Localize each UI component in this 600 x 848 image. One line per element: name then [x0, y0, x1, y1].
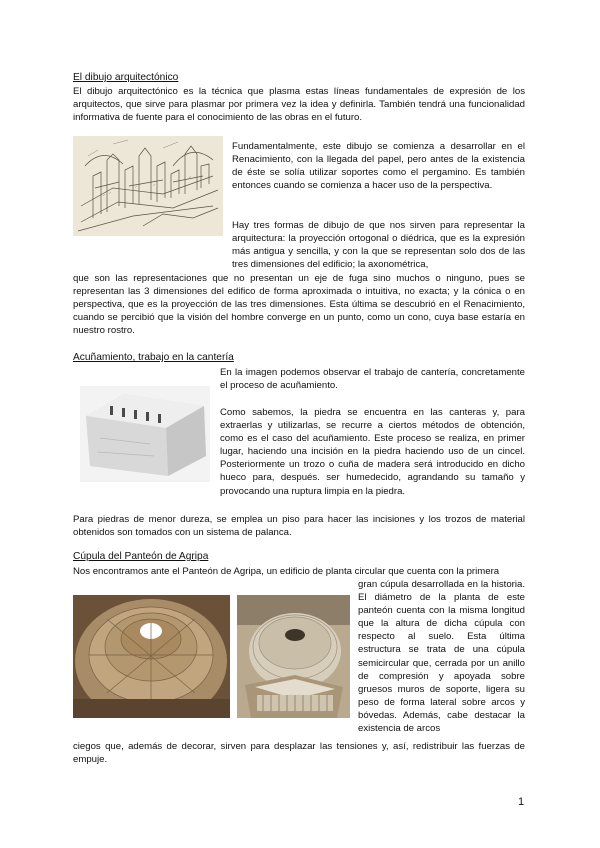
pantheon-interior-dome-image: [73, 595, 230, 718]
section-heading-stonework: Acuñamiento, trabajo en la cantería: [73, 352, 234, 363]
paragraph-intro-drawing: El dibujo arquitectónico es la técnica que plasma estas líneas fundamentales de expresión de los arquitectos, que sirve para plasmar por primera vez la idea y definirla. También tendrá una funcionalidad informativa de fuente para el conocimiento de las obras en el futuro.: [73, 86, 525, 124]
section-heading-architectural-drawing: El dibujo arquitectónico: [73, 72, 179, 83]
section-heading-pantheon: Cúpula del Panteón de Agripa: [73, 551, 209, 562]
stone-quarry-image: [80, 386, 210, 482]
architectural-sketch-image: [73, 136, 223, 236]
pantheon-aerial-image: [237, 595, 350, 718]
paragraph-pantheon-dome: gran cúpula desarrollada en la historia. El diámetro de la planta de este panteón cuenta con la misma longitud que la altura de dicha cúpula con respecto al suelo. Esta última estructura se trata de una cúpula semicircular que, cerrada por un anillo de compresión y apoyada sobre gruesos muros de soporte, ligera su peso de forma lateral sobre arcos y bóvedas. Además, cabe destacar la existencia de arcos: [358, 579, 525, 735]
paragraph-softer-stone: Para piedras de menor dureza, se emplea un piso para hacer las incisiones y los trozos de material obtenidos son tomados con un sistema de palanca.: [73, 514, 525, 539]
paragraph-stonework-intro: En la imagen podemos observar el trabajo de cantería, concretamente el proceso de acuñamiento.: [220, 367, 525, 392]
paragraph-renaissance-drawing: Fundamentalmente, este dibujo se comienza a desarrollar en el Renacimiento, con la llegada del papel, pero antes de la existencia de éste se solía utilizar soportes como el pergamino. Es también entonces cuando se comienza a hacer uso de la perspectiva.: [232, 141, 525, 192]
paragraph-pantheon-intro: Nos encontramos ante el Panteón de Agripa, un edificio de planta circular que cuenta con la primera: [73, 566, 500, 577]
paragraph-drawing-forms: Hay tres formas de dibujo de que nos sirven para representar la arquitectura: la proyección ortogonal o diédrica, que es la expresión más antigua y sencilla, y con la que se representan solo dos de las tres dimensiones del edificio; la axonométrica,: [232, 220, 525, 271]
paragraph-stonework-process: Como sabemos, la piedra se encuentra en las canteras y, para extraerlas y utilizarlas, se recurre a ciertos métodos de obtención, como es el caso del acuñamiento. Este proceso se realiza, en primer lugar, haciendo una incisión en la piedra haciendo uso de un cincel. Posteriormente un trozo o cuña de madera será introducido en dicho hueco para, después. ser humedecido, agrandando su tamaño y provocando una ruptura limpia en la piedra.: [220, 407, 525, 497]
page-number: 1: [518, 796, 525, 808]
paragraph-drawing-forms-continued: que son las representaciones que no presentan un eje de fuga sino muchos o ninguno, pues se representan las 3 dimensiones del edifico de forma aproximada o intuitiva, no exacta; y la cónica o en perspectiva, que es la proyección de las tres dimensiones. Esta última se descubrió en el Renacimiento, cuando se percibió que la visión del hombre converge en un punto, como un cono, cuya base estaría en nuestro rostro.: [73, 273, 525, 337]
paragraph-pantheon-arches: ciegos que, además de decorar, sirven para desplazar las tensiones y, así, redistribuir las fuerzas de empuje.: [73, 741, 525, 766]
